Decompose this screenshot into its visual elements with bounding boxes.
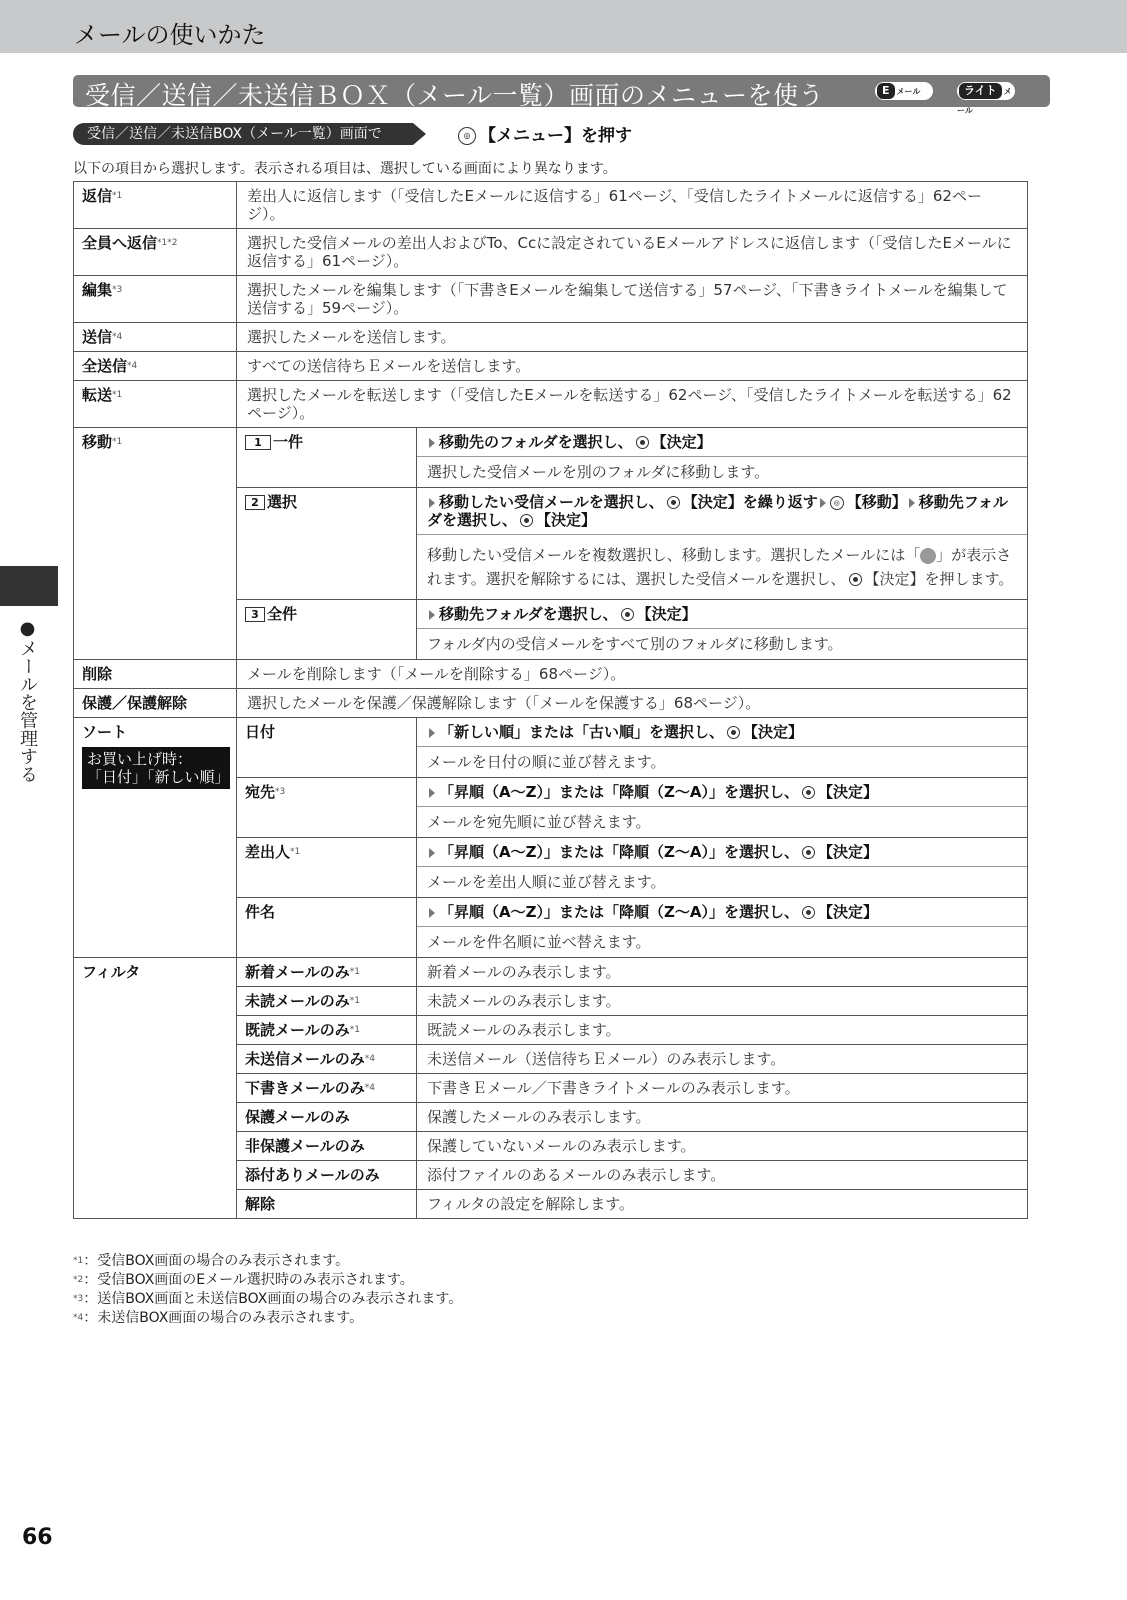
sub-item-detail (417, 600, 1028, 660)
item-label: 編集$^{*3}$ (74, 276, 237, 323)
step-action: ◎ 【メニュー】を押す (458, 121, 632, 146)
table-row (74, 323, 1028, 352)
sub-desc: メールを差出人順に並び替えます。 (417, 866, 1027, 897)
menu-key-icon: ◎ (830, 496, 844, 510)
item-label: 返信$^{*1}$ (74, 182, 237, 229)
intro-text: 以下の項目から選択します。表示される項目は、選択している画面により異なります。 (73, 161, 617, 177)
section-title: 受信／送信／未送信ＢＯＸ（メール一覧）画面のメニューを使う (85, 81, 825, 110)
arrow-icon (909, 498, 915, 508)
sub-item-detail (417, 838, 1028, 898)
sub-item-label: 下書きメールのみ$^{*4}$ (237, 1074, 417, 1103)
sub-item-detail (417, 718, 1028, 778)
center-key-icon (667, 496, 680, 509)
arrow-icon (429, 848, 435, 858)
operation: 「昇順（A〜Z）」または「降順（Z〜A）」を選択し、 【決定】 (417, 838, 1027, 866)
operation: 「昇順（A〜Z）」または「降順（Z〜A）」を選択し、 【決定】 (417, 778, 1027, 806)
footnote: $^{*3}$：送信BOX画面と未送信BOX画面の場合のみ表示されます。 (73, 1291, 463, 1307)
item-label: ソート お買い上げ時： 「日付」「新しい順」 (74, 718, 237, 958)
sub-item-desc: 既読メールのみ表示します。 (417, 1016, 1028, 1045)
sub-desc: 選択した受信メールを別のフォルダに移動します。 (417, 456, 1027, 487)
footnote: $^{*2}$：受信BOX画面のEメール選択時のみ表示されます。 (73, 1272, 414, 1288)
sub-desc: フォルダ内の受信メールをすべて別のフォルダに移動します。 (417, 628, 1027, 659)
sub-item-label: 3 全件 (237, 600, 417, 660)
arrow-icon (429, 498, 435, 508)
arrow-icon (429, 610, 435, 620)
operation: 移動先フォルダを選択し、 【決定】 (417, 600, 1027, 628)
sub-item-label: 2 選択 (237, 488, 417, 600)
item-label: 全送信$^{*4}$ (74, 352, 237, 381)
chapter-title: メールの使いかた (74, 21, 266, 49)
default-setting: お買い上げ時： 「日付」「新しい順」 (82, 747, 230, 789)
item-desc: 差出人に返信します（「受信したEメールに返信する」61ページ、「受信したライトメールに返信する」62ページ）。 (237, 182, 1028, 229)
footnote: $^{*4}$：未送信BOX画面の場合のみ表示されます。 (73, 1310, 364, 1326)
center-key-icon (802, 846, 815, 859)
chapter-header (0, 0, 1127, 53)
item-label: 転送$^{*1}$ (74, 381, 237, 428)
center-key-icon (727, 726, 740, 739)
item-label: 送信$^{*4}$ (74, 323, 237, 352)
sub-item-detail (417, 428, 1028, 488)
item-desc: メールを削除します（「メールを削除する」68ページ）。 (237, 660, 1028, 689)
sub-item-desc: 添付ファイルのあるメールのみ表示します。 (417, 1161, 1028, 1190)
table-row (74, 182, 1028, 229)
item-desc: 選択したメールを編集します（「下書きEメールを編集して送信する」57ページ、「下書きライトメールを編集して送信する」59ページ）。 (237, 276, 1028, 323)
operation: 「昇順（A〜Z）」または「降順（Z〜A）」を選択し、 【決定】 (417, 898, 1027, 926)
operation: 「新しい順」または「古い順」を選択し、 【決定】 (417, 718, 1027, 746)
item-label: 削除 (74, 660, 237, 689)
sub-item-desc: 未送信メール（送信待ちＥメール）のみ表示します。 (417, 1045, 1028, 1074)
e-mail-badge: E メール (875, 82, 933, 100)
arrow-icon (429, 438, 435, 448)
protect-mark-icon (920, 548, 936, 564)
center-key-icon (802, 906, 815, 919)
chapter-tab (0, 566, 58, 606)
sub-item-label: 差出人$^{*1}$ (237, 838, 417, 898)
sub-item-label: 解除 (237, 1190, 417, 1219)
sub-item-label: 保護メールのみ (237, 1103, 417, 1132)
item-label: 保護／保護解除 (74, 689, 237, 718)
sub-item-desc: フィルタの設定を解除します。 (417, 1190, 1028, 1219)
center-key-icon (636, 436, 649, 449)
sub-item-label: 既読メールのみ$^{*1}$ (237, 1016, 417, 1045)
page-number: 66 (22, 1525, 53, 1550)
sub-item-label: 日付 (237, 718, 417, 778)
sub-desc: メールを件名順に並べ替えます。 (417, 926, 1027, 957)
menu-key-icon: ◎ (458, 127, 476, 145)
light-mail-badge: ライト メール (957, 82, 1015, 100)
item-desc: すべての送信待ちＥメールを送信します。 (237, 352, 1028, 381)
arrow-icon (429, 908, 435, 918)
footnote: $^{*1}$：受信BOX画面の場合のみ表示されます。 (73, 1253, 350, 1269)
sub-item-desc: 新着メールのみ表示します。 (417, 958, 1028, 987)
item-desc: 選択したメールを送信します。 (237, 323, 1028, 352)
table-row (74, 229, 1028, 276)
sub-desc: メールを日付の順に並び替えます。 (417, 746, 1027, 777)
footnotes (73, 1252, 462, 1328)
sub-item-desc: 下書きＥメール／下書きライトメールのみ表示します。 (417, 1074, 1028, 1103)
arrow-icon (820, 498, 826, 508)
item-desc: 選択したメールを転送します（「受信したEメールを転送する」62ページ、「受信したライトメールを転送する」62ページ）。 (237, 381, 1028, 428)
sub-item-detail (417, 778, 1028, 838)
sub-item-desc: 未読メールのみ表示します。 (417, 987, 1028, 1016)
sub-item-label: 非保護メールのみ (237, 1132, 417, 1161)
sub-item-detail (417, 898, 1028, 958)
step-context: 受信／送信／未送信BOX（メール一覧）画面で (73, 123, 413, 145)
chapter-side-label: ●メールを管理する (17, 618, 38, 783)
item-label: 移動$^{*1}$ (74, 428, 237, 660)
table-row (74, 718, 1028, 778)
item-label: 全員へ返信$^{*1*2}$ (74, 229, 237, 276)
sub-item-detail (417, 488, 1028, 600)
arrow-icon (429, 788, 435, 798)
sub-desc: メールを宛先順に並び替えます。 (417, 806, 1027, 837)
center-key-icon (621, 608, 634, 621)
section-header (73, 75, 1050, 115)
table-row (74, 660, 1028, 689)
table-row (74, 689, 1028, 718)
table-row (74, 381, 1028, 428)
sub-item-label: 添付ありメールのみ (237, 1161, 417, 1190)
sub-item-label: 1 一件 (237, 428, 417, 488)
sub-item-label: 未読メールのみ$^{*1}$ (237, 987, 417, 1016)
center-key-icon (520, 514, 533, 527)
center-key-icon (849, 573, 862, 586)
item-label: フィルタ (74, 958, 237, 1219)
sub-item-label: 新着メールのみ$^{*1}$ (237, 958, 417, 987)
operation: 移動先のフォルダを選択し、 【決定】 (417, 428, 1027, 456)
sub-item-label: 件名 (237, 898, 417, 958)
item-desc: 選択したメールを保護／保護解除します（「メールを保護する」68ページ）。 (237, 689, 1028, 718)
sub-item-desc: 保護していないメールのみ表示します。 (417, 1132, 1028, 1161)
sub-item-label: 宛先$^{*3}$ (237, 778, 417, 838)
arrow-icon (429, 728, 435, 738)
operation: 移動したい受信メールを選択し、 【決定】を繰り返す ◎ 【移動】 移動先フォルダを選択し、 【決定】 (427, 493, 1008, 529)
sub-item-desc: 保護したメールのみ表示します。 (417, 1103, 1028, 1132)
item-desc: 選択した受信メールの差出人およびTo、Ccに設定されているEメールアドレスに返信します（「受信したEメールに返信する」61ページ）。 (237, 229, 1028, 276)
table-row (74, 958, 1028, 987)
sub-desc: 移動したい受信メールを複数選択し、移動します。選択したメールには「 」が表示されます。選択を解除するには、選択した受信メールを選択し、 【決定】を押します。 (417, 534, 1027, 599)
table-row (74, 352, 1028, 381)
step-arrow-icon (413, 123, 426, 145)
table-row (74, 276, 1028, 323)
table-row (74, 428, 1028, 488)
sub-item-label: 未送信メールのみ$^{*4}$ (237, 1045, 417, 1074)
menu-table (73, 181, 1028, 1219)
center-key-icon (802, 786, 815, 799)
